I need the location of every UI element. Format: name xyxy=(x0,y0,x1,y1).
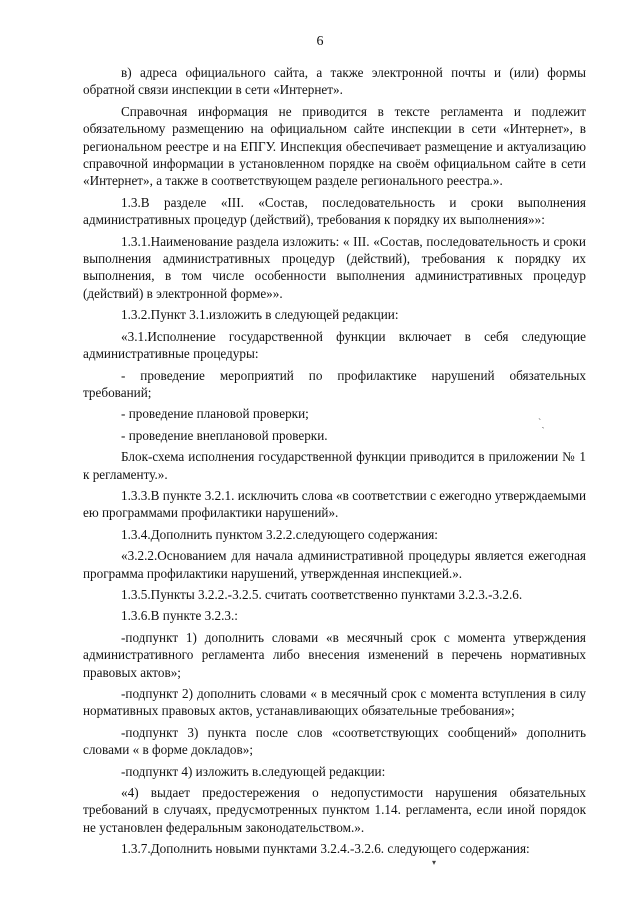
paragraph: 1.3.4.Дополнить пунктом 3.2.2.следующего содержания: xyxy=(121,526,438,542)
paragraph: Справочная информация не приводится в тексте регламента и подлежит обязательному размещению на официальном сайте инспекции в сети «Интернет», в региональном реестре и на ЕПГУ. Инспекция обеспечивает размещение и актуализацию справочной информации в установленном порядке на своём официальном сайте в сети «Интернет», а также в соответствующем разделе регионального реестра.». xyxy=(83,103,586,189)
paragraph: 1.3.1.Наименование раздела изложить: « III. «Состав, последовательность и сроки выполнения административных процедур (действий), требования к порядку их выполнения, в том числе особенности выполнения административных процедур (действий) в электронной форме»». xyxy=(83,233,586,301)
document-body xyxy=(83,64,586,862)
paragraph: -подпункт 3) пункта после слов «соответствующих сообщений» дополнить словами « в форме докладов»; xyxy=(83,724,586,758)
paragraph: в) адреса официального сайта, а также электронной почты и (или) формы обратной связи инспекции в сети «Интернет». xyxy=(83,65,586,98)
paragraph: - проведение плановой проверки; xyxy=(121,406,309,422)
scan-artifact: ˋˏ xyxy=(538,418,545,429)
scan-artifact: ▾ xyxy=(432,858,437,867)
paragraph: 1.3.7.Дополнить новыми пунктами 3.2.4.-3.2.6. следующего содержания: xyxy=(121,841,530,857)
paragraph: 1.3.5.Пункты 3.2.2.-3.2.5. считать соответственно пунктами 3.2.3.-3.2.6. xyxy=(121,586,523,602)
paragraph: «4) выдает предостережения о недопустимости нарушения обязательных требований в случаях, предусмотренных пунктом 1.14. регламента, если иной порядок не установлен федеральным законодательством.». xyxy=(83,785,586,835)
paragraph: - проведение мероприятий по профилактике нарушений обязательных требований; xyxy=(83,367,586,400)
paragraph: 1.3.В разделе «III. «Состав, последовательность и сроки выполнения административных процедур (действий), требования к порядку их выполнения»»: xyxy=(83,194,586,228)
paragraph: «3.2.2.Основанием для начала административной процедуры является ежегодная программа профилактики нарушений, утвержденная инспекцией.». xyxy=(83,548,586,581)
paragraph: - проведение внеплановой проверки. xyxy=(121,427,328,443)
paragraph: -подпункт 4) изложить в.следующей редакции: xyxy=(121,763,386,779)
paragraph: «3.1.Исполнение государственной функции включает в себя следующие административные процедуры: xyxy=(83,328,586,362)
paragraph: -подпункт 1) дополнить словами «в месячный срок с момента утверждения административного регламента либо внесения изменений в перечень нормативных правовых актов»; xyxy=(83,629,586,680)
paragraph: 1.3.2.Пункт 3.1.изложить в следующей редакции: xyxy=(121,307,399,323)
paragraph: 1.3.3.В пункте 3.2.1. исключить слова «в соответствии с ежегодно утверждаемыми ею программами профилактики нарушений». xyxy=(83,487,586,521)
page-number: 6 xyxy=(316,34,324,49)
paragraph: Блок-схема исполнения государственной функции приводится в приложении № 1 к регламенту.». xyxy=(83,449,586,482)
paragraph: 1.3.6.В пункте 3.2.3.: xyxy=(121,608,238,624)
paragraph: -подпункт 2) дополнить словами « в месячный срок с момента вступления в силу нормативных правовых актов, устанавливающих обязательные требования»; xyxy=(83,686,586,719)
